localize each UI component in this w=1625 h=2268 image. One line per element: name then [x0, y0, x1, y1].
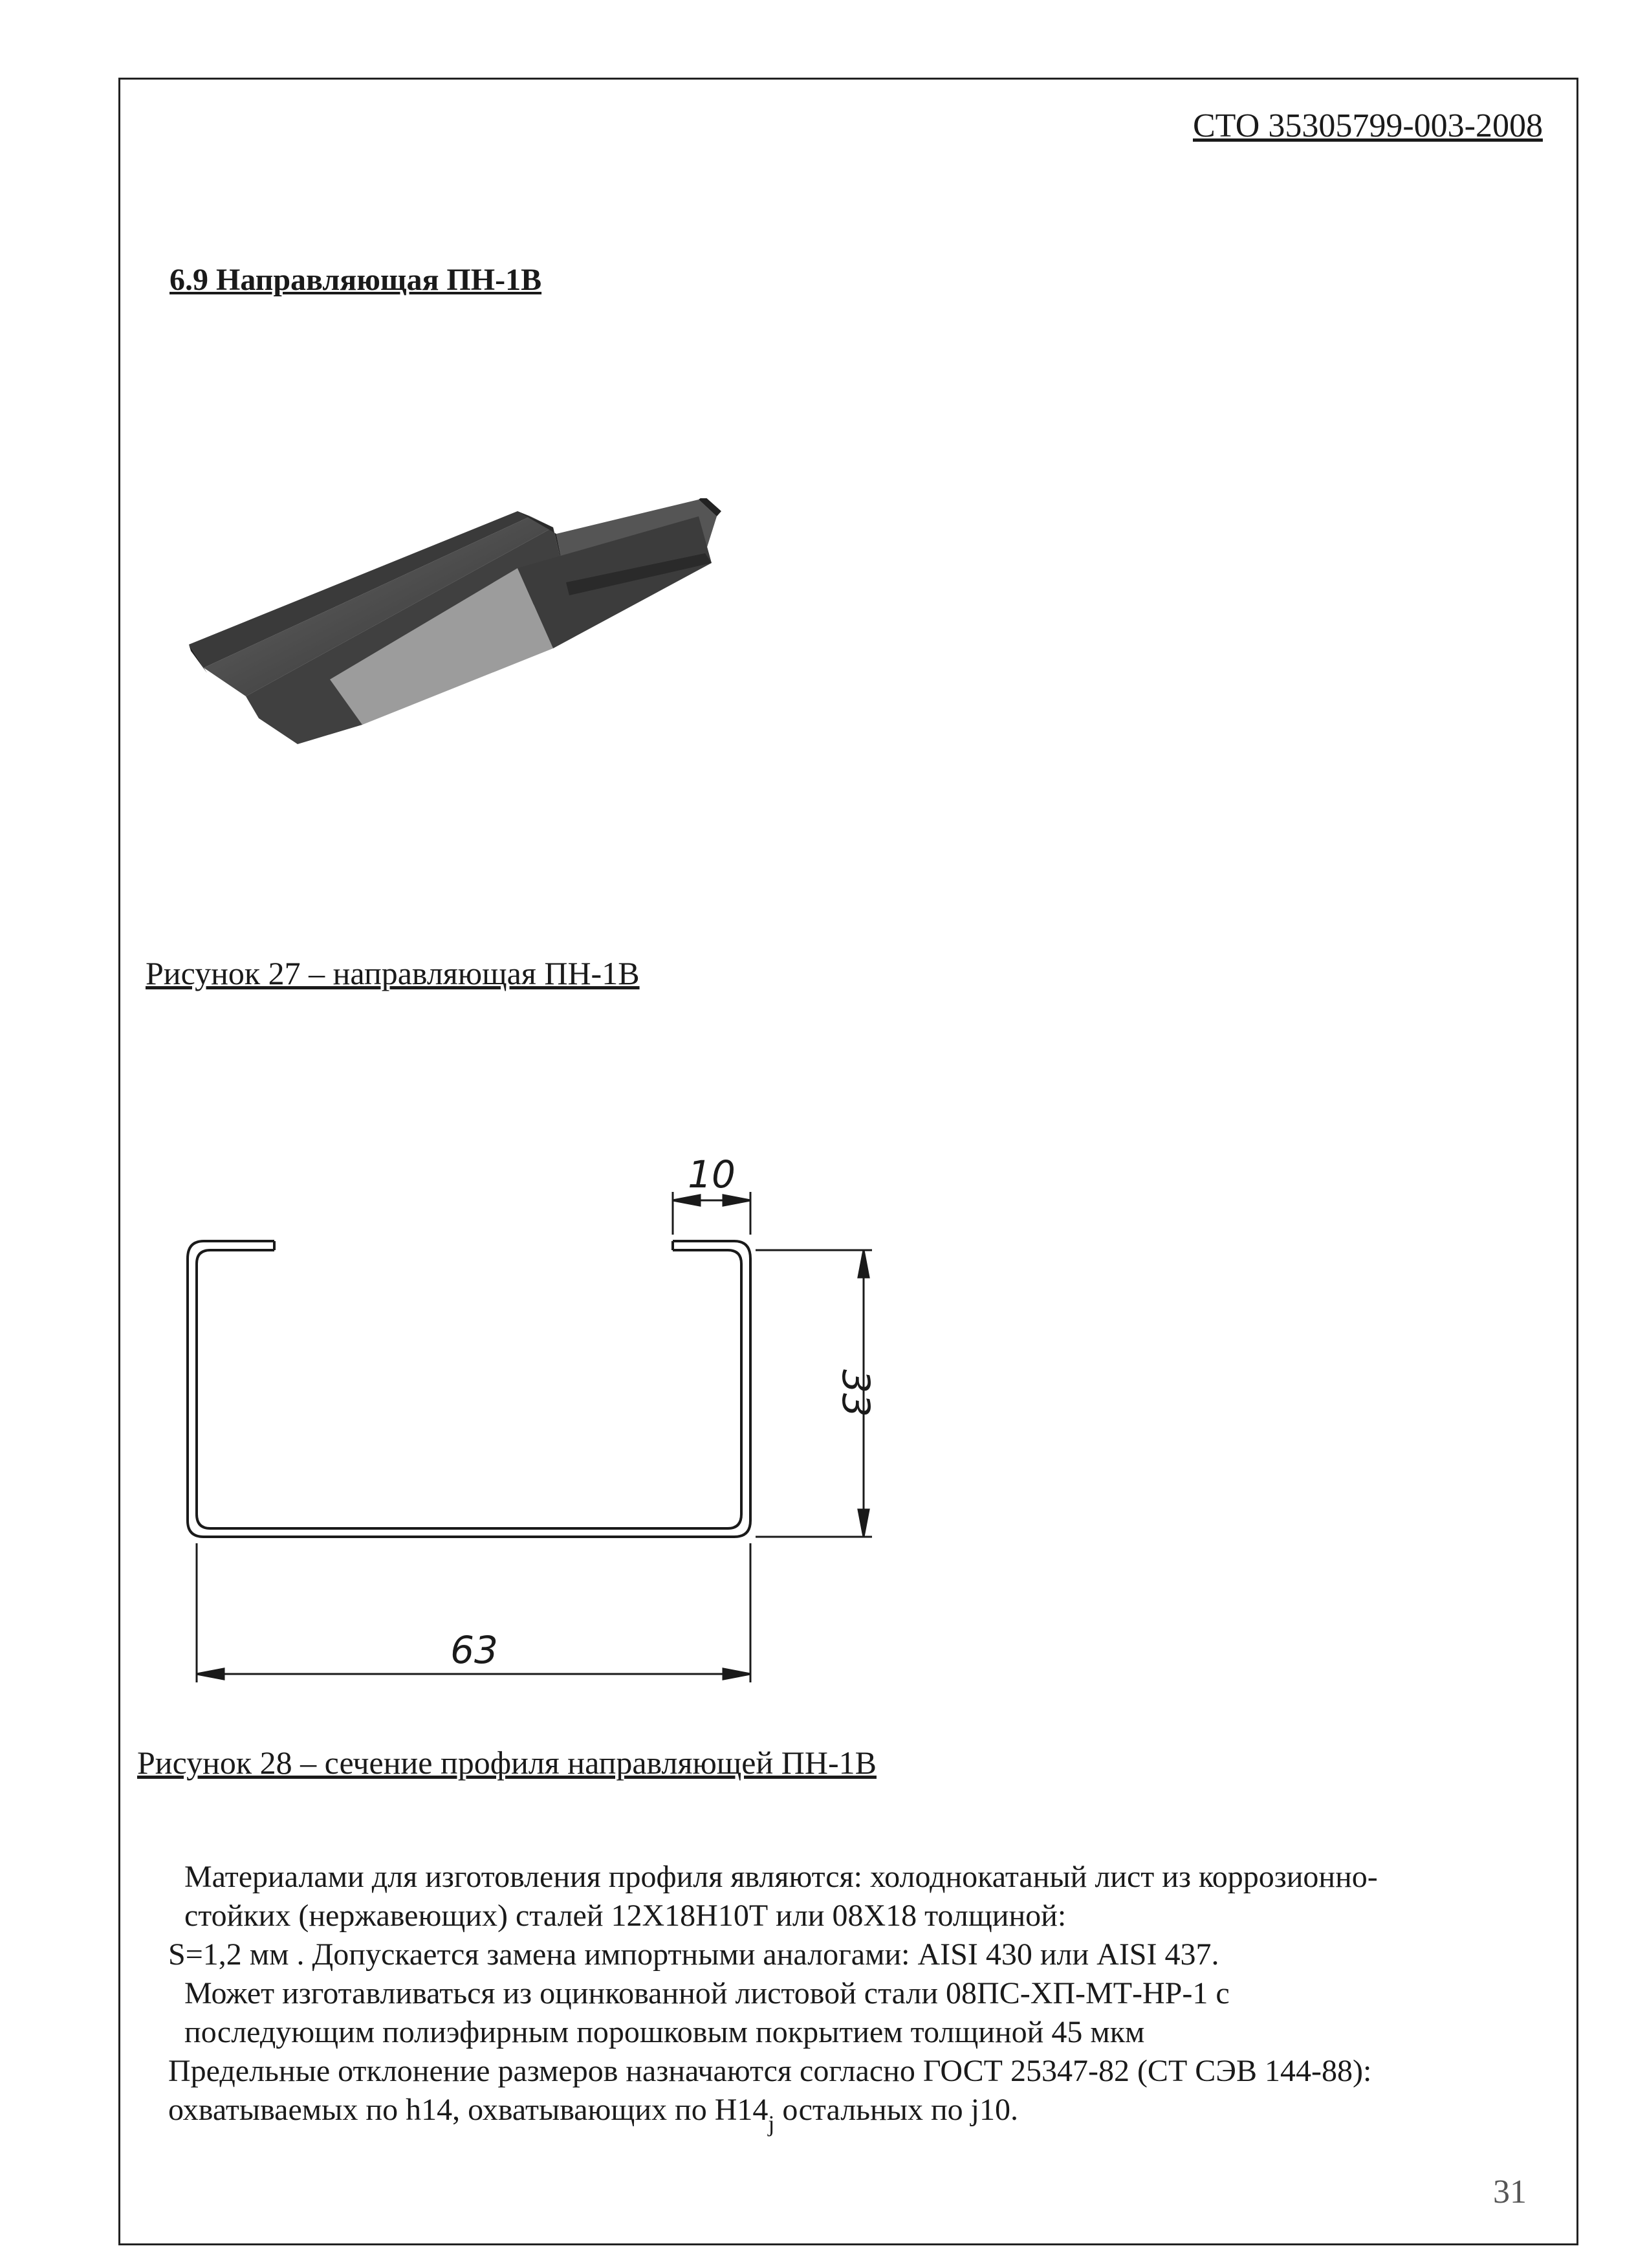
dimension-height-label: 33: [834, 1369, 878, 1417]
body-line: стойких (нержавеющих) сталей 12Х18Н10Т или 08Х18 толщиной:: [184, 1899, 1067, 1933]
profile-outline: [188, 1241, 750, 1537]
document-code: СТО 35305799-003-2008: [1193, 107, 1543, 144]
page-number: 31: [1493, 2174, 1527, 2210]
guide-profile-3d-illustration: [181, 498, 737, 757]
dimension-width-label: 63: [450, 1628, 498, 1672]
body-line: последующим полиэфирным порошковым покрытием толщиной 45 мкм: [184, 2015, 1145, 2049]
section-heading: 6.9 Направляющая ПН-1В: [169, 263, 542, 297]
body-line-end: остальных по j10.: [774, 2093, 1019, 2127]
profile-cross-section-drawing: [175, 1139, 919, 1689]
body-line: Предельные отклонение размеров назначаются согласно ГОСТ 25347-82 (СТ СЭВ 144-88):: [168, 2054, 1372, 2088]
body-line-start: охватываемых по h14, охватывающих по H14: [168, 2093, 769, 2127]
body-line: Может изготавливаться из оцинкованной листовой стали 08ПС-ХП-МТ-НР-1 с: [184, 1976, 1230, 2010]
body-line: S=1,2 мм . Допускается замена импортными аналогами: AISI 430 или AISI 437.: [168, 1937, 1219, 1972]
body-line: [168, 2093, 1019, 2137]
body-line-subscript: j: [768, 2111, 775, 2137]
dimension-flange-label: 10: [688, 1152, 736, 1196]
body-line: Материалами для изготовления профиля являются: холоднокатаный лист из коррозионно-: [184, 1860, 1378, 1894]
dimension-lines: [197, 1192, 872, 1682]
figure-28-caption: Рисунок 28 – сечение профиля направляющей ПН-1В: [137, 1745, 877, 1781]
figure-27-caption: Рисунок 27 – направляющая ПН-1В: [146, 955, 640, 991]
